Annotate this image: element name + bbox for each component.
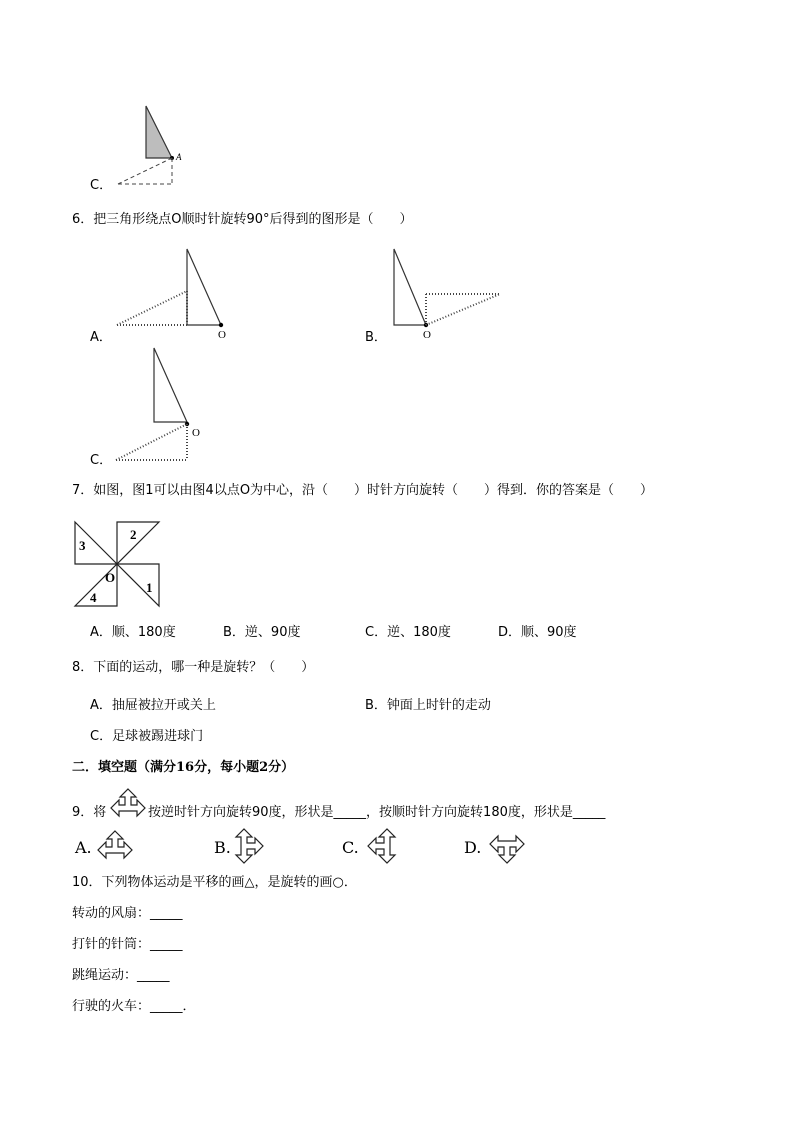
- point-o-label: O: [192, 427, 200, 439]
- q7-option-a[interactable]: A．顺、180度: [90, 625, 176, 640]
- point-o-dot: [219, 323, 223, 327]
- label-2: 2: [130, 527, 137, 542]
- dotted-hypotenuse: [116, 424, 187, 460]
- label-4: 4: [90, 590, 97, 605]
- section-2-heading: 二．填空题（满分16分，每小题2分）: [72, 760, 295, 775]
- q10-item-jump-rope[interactable]: 跳绳运动：_____: [72, 968, 170, 983]
- q6-option-b-figure[interactable]: [390, 245, 510, 340]
- q7-option-c[interactable]: C．逆、180度: [365, 625, 451, 640]
- q7-option-b[interactable]: B．逆、90度: [223, 625, 301, 640]
- point-o-label: O: [218, 329, 226, 341]
- triangle: [394, 249, 426, 325]
- triangle: [187, 249, 221, 325]
- q9-arrow-shape-icon: [110, 788, 146, 822]
- q6-option-c-figure[interactable]: [112, 344, 212, 464]
- q9-option-a-label[interactable]: A.: [75, 838, 92, 857]
- q6-option-b-label[interactable]: B．: [365, 330, 387, 345]
- q5-option-c-figure: [110, 100, 200, 195]
- point-o-label: O: [423, 329, 431, 341]
- q9-option-c-label[interactable]: C.: [342, 838, 359, 857]
- q9-option-d-arrow-icon[interactable]: [489, 830, 525, 864]
- triangle-2: [117, 522, 159, 564]
- q6-option-c-label[interactable]: C．: [90, 453, 113, 468]
- q7-pinwheel-figure: [72, 520, 167, 610]
- q7-option-d[interactable]: D．顺、90度: [498, 625, 577, 640]
- q6-question: 6．把三角形绕点O顺时针旋转90°后得到的图形是（ ）: [72, 212, 413, 227]
- q7-question: 7．如图，图1可以由图4以点O为中心，沿（ ）时针方向旋转（ ）得到．你的答案是（ ）: [72, 483, 654, 498]
- q8-option-c[interactable]: C．足球被踢进球门: [90, 729, 204, 744]
- q10-item-fan[interactable]: 转动的风扇：_____: [72, 906, 183, 921]
- q10-item-syringe[interactable]: 打针的针筒：_____: [72, 937, 183, 952]
- q6-option-a-figure[interactable]: [115, 245, 245, 340]
- q9-option-b-arrow-icon[interactable]: [228, 828, 262, 864]
- q10-item-train[interactable]: 行驶的火车：_____．: [72, 999, 196, 1014]
- label-o: O: [105, 570, 116, 585]
- q9-prefix: 9．将: [72, 805, 107, 820]
- q9-option-b-label[interactable]: B.: [214, 838, 231, 857]
- q9-option-c-arrow-icon[interactable]: [367, 828, 401, 864]
- q5-option-c-label[interactable]: C．: [90, 178, 113, 193]
- label-3: 3: [79, 538, 86, 553]
- label-1: 1: [146, 580, 153, 595]
- q8-question: 8．下面的运动，哪一种是旋转？（ ）: [72, 660, 315, 675]
- q9-suffix: 按逆时针方向旋转90度，形状是_____，按顺时针方向旋转180度，形状是_____: [148, 805, 606, 820]
- q9-option-d-label[interactable]: D.: [464, 838, 482, 857]
- dashed-hypotenuse: [118, 158, 172, 184]
- q9-option-a-arrow-icon[interactable]: [97, 830, 133, 864]
- q6-option-a-label[interactable]: A．: [90, 330, 112, 345]
- dotted-hypotenuse: [117, 291, 187, 325]
- triangle-1: [117, 564, 159, 606]
- shaded-triangle: [146, 106, 172, 158]
- q8-option-b[interactable]: B．钟面上时针的走动: [365, 698, 491, 713]
- triangle: [154, 348, 187, 422]
- dotted-hypotenuse: [426, 294, 500, 325]
- q10-question: 10．下列物体运动是平移的画△，是旋转的画○．: [72, 875, 357, 890]
- point-a-label: A: [176, 152, 182, 162]
- q8-option-a[interactable]: A．抽屉被拉开或关上: [90, 698, 216, 713]
